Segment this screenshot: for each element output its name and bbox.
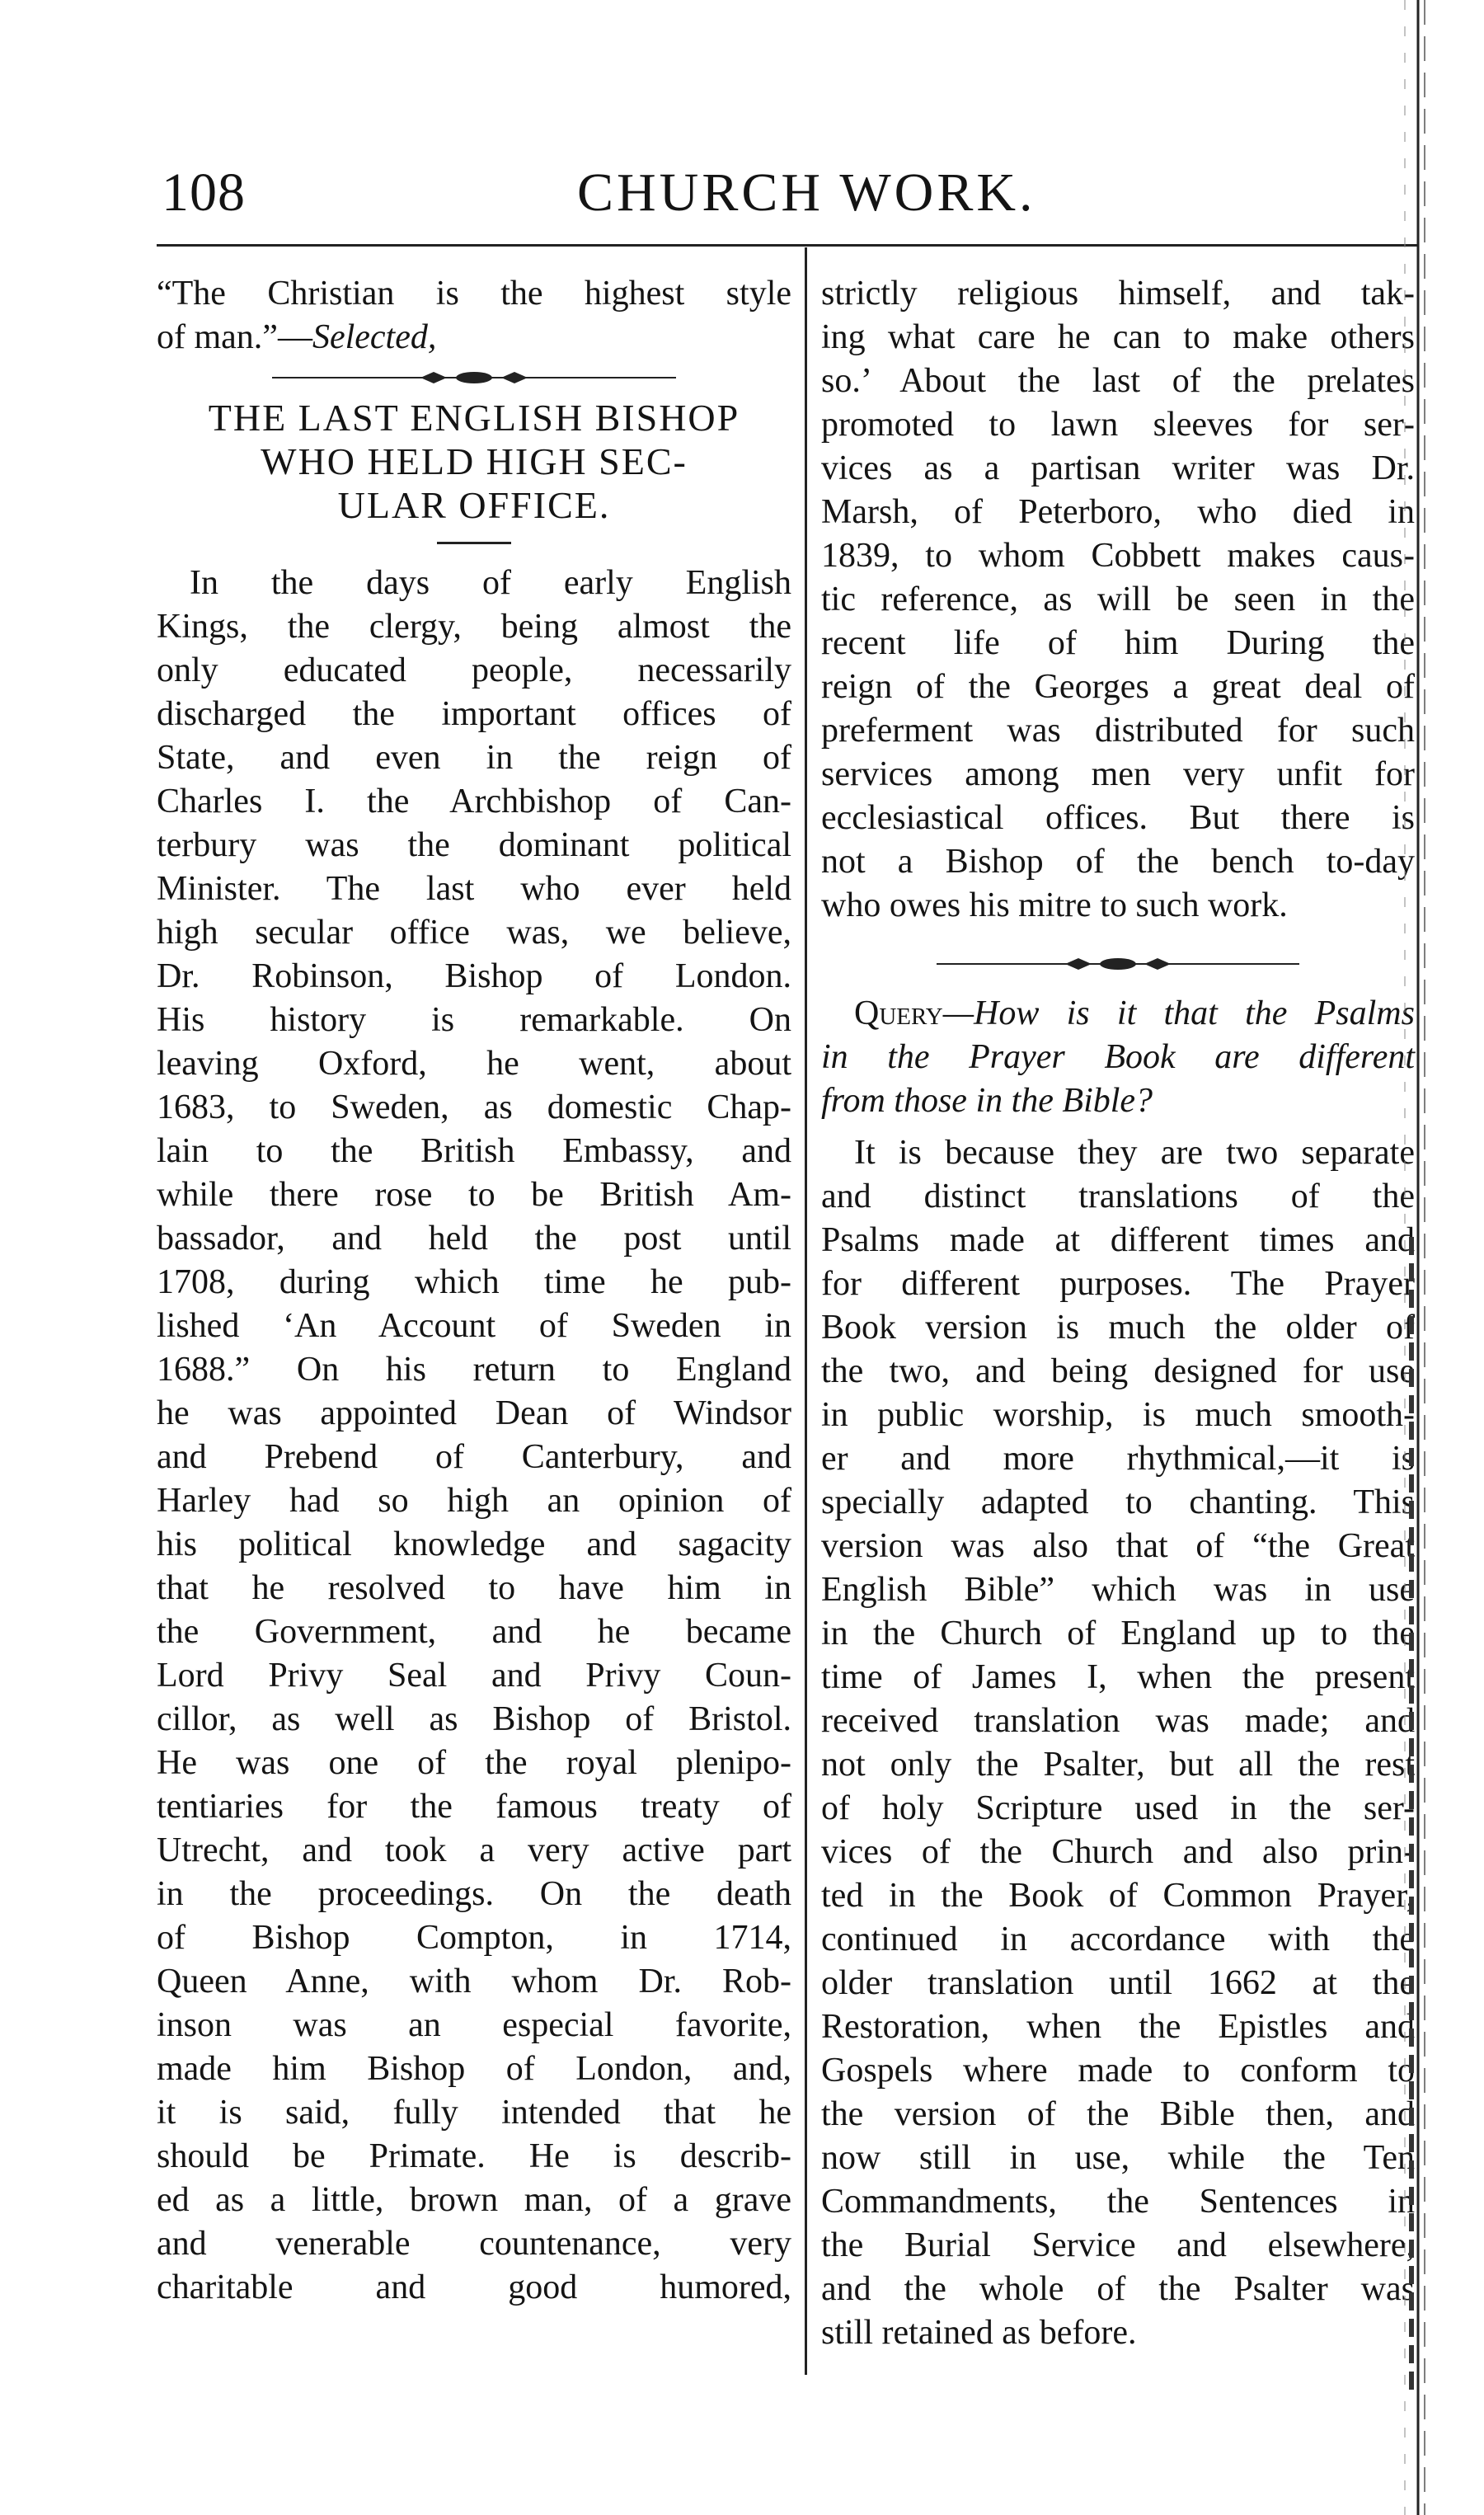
header-rule: [157, 244, 1418, 247]
body-line: high secular office was, we believe,: [157, 914, 791, 952]
body-line: bassador, and held the post until: [157, 1220, 791, 1258]
left-column: [157, 272, 791, 2310]
body-line: Dr. Robinson, Bishop of London.: [157, 957, 791, 995]
answer-line: time of James I, when the present: [821, 1658, 1415, 1696]
body-line: ecclesiastical offices. But there is: [821, 799, 1415, 837]
body-line: lain to the British Embassy, and: [157, 1132, 791, 1170]
body-line: Marsh, of Peterboro, who died in: [821, 493, 1415, 531]
binding-edge: [1402, 0, 1484, 2515]
answer-line: Commandments, the Sentences in: [821, 2183, 1415, 2221]
page-header: [0, 162, 1484, 236]
body-line: and Prebend of Canterbury, and: [157, 1438, 791, 1476]
right-column: [821, 272, 1415, 2355]
body-line: charitable and good humored,: [157, 2268, 791, 2306]
body-line: Lord Privy Seal and Privy Coun-: [157, 1657, 791, 1695]
body-line: who owes his mitre to such work.: [821, 886, 1288, 924]
answer-line: and distinct translations of the: [821, 1178, 1415, 1215]
answer-line: in public worship, is much smooth-: [821, 1396, 1415, 1434]
answer-line: er and more rhythmical,—it is: [821, 1440, 1415, 1478]
answer-line: Gospels where made to conform to: [821, 2052, 1415, 2090]
query-question: from those in the Bible?: [821, 1082, 1153, 1120]
answer-line: English Bible” which was in use: [821, 1571, 1415, 1609]
body-line: in the proceedings. On the death: [157, 1875, 791, 1913]
answer-line: Book version is much the older of: [821, 1309, 1415, 1347]
ornament-rule-icon: [157, 360, 791, 396]
quote-line: “The Christian is the highest style: [157, 275, 791, 313]
body-line: cillor, as well as Bishop of Bristol.: [157, 1700, 791, 1738]
answer-line: the two, and being designed for use: [821, 1352, 1415, 1390]
answer-line: specially adapted to chanting. This: [821, 1483, 1415, 1521]
running-title: CHURCH WORK.: [577, 162, 1036, 223]
query-line: [821, 1079, 1415, 1123]
body-line: lished ‘An Account of Sweden in: [157, 1307, 791, 1345]
body-line: that he resolved to have him in: [157, 1569, 791, 1607]
body-line: of Bishop Compton, in 1714,: [157, 1919, 791, 1957]
body-line: should be Primate. He is describ-: [157, 2137, 791, 2175]
answer-line: now still in use, while the Ten: [821, 2139, 1415, 2177]
quote-source: Selected,: [312, 318, 437, 356]
answer-line: Psalms made at different times and: [821, 1221, 1415, 1259]
body-line: and venerable countenance, very: [157, 2225, 791, 2263]
body-line: In the days of early English: [190, 564, 791, 602]
answer-line: received translation was made; and: [821, 1702, 1415, 1740]
answer-line: the version of the Bible then, and: [821, 2095, 1415, 2133]
body-line: His history is remarkable. On: [157, 1001, 791, 1039]
body-line: preferment was distributed for such: [821, 712, 1415, 750]
answer-line: Restoration, when the Epistles and: [821, 2008, 1415, 2046]
body-line: promoted to lawn sleeves for ser-: [821, 406, 1415, 444]
body-line: 1839, to whom Cobbett makes caus-: [821, 537, 1415, 575]
body-line: terbury was the dominant political: [157, 826, 791, 864]
ornament-rule-icon: [821, 946, 1415, 982]
column-divider: [805, 247, 807, 2375]
answer-line: It is because they are two separate: [854, 1134, 1415, 1172]
body-line: not a Bishop of the bench to-day: [821, 843, 1415, 881]
body-line: recent life of him During the: [821, 624, 1415, 662]
body-line: 1708, during which time he pub-: [157, 1263, 791, 1301]
quote-line: [157, 316, 791, 360]
body-line: Minister. The last who ever held: [157, 870, 791, 908]
answer-line: and the whole of the Psalter was: [821, 2270, 1415, 2308]
body-line: He was one of the royal plenipo-: [157, 1744, 791, 1782]
body-line: made him Bishop of London, and,: [157, 2050, 791, 2088]
answer-line: the Burial Service and elsewhere,: [821, 2226, 1415, 2264]
answer-line: not only the Psalter, but all the rest: [821, 1746, 1415, 1784]
answer-line: for different purposes. The Prayer: [821, 1265, 1415, 1303]
article-title: THE LAST ENGLISH BISHOP: [208, 397, 740, 439]
body-line: ing what care he can to make others: [821, 318, 1415, 356]
body-line: leaving Oxford, he went, about: [157, 1045, 791, 1083]
answer-line: older translation until 1662 at the: [821, 1964, 1415, 2002]
query-line: [821, 1036, 1415, 1079]
body-line: inson was an especial favorite,: [157, 2006, 791, 2044]
ornamental-divider: [821, 946, 1415, 982]
body-line: while there rose to be British Am-: [157, 1176, 791, 1214]
answer-line: version was also that of “the Great: [821, 1527, 1415, 1565]
answer-line: vices of the Church and also prin-: [821, 1833, 1415, 1871]
body-line: Charles I. the Archbishop of Can-: [157, 783, 791, 820]
query-question: —How is it that the Psalms: [942, 994, 1415, 1032]
page-number: 108: [162, 162, 246, 223]
body-line: so.’ About the last of the prelates: [821, 362, 1415, 400]
body-line: strictly religious himself, and tak-: [821, 275, 1415, 313]
body-line: Kings, the clergy, being almost the: [157, 608, 791, 646]
article-title: ULAR OFFICE.: [337, 484, 611, 526]
body-line: reign of the Georges a great deal of: [821, 668, 1415, 706]
body-line: Utrecht, and took a very active part: [157, 1831, 791, 1869]
article-title: WHO HELD HIGH SEC-: [261, 440, 688, 482]
query-line: [821, 992, 1415, 1036]
body-line: the Government, and he became: [157, 1613, 791, 1651]
body-line: ed as a little, brown man, of a grave: [157, 2181, 791, 2219]
body-line: Harley had so high an opinion of: [157, 1482, 791, 1520]
answer-line: of holy Scripture used in the ser-: [821, 1789, 1415, 1827]
answer-line: ted in the Book of Common Prayer,: [821, 1877, 1415, 1915]
body-line: 1688.” On his return to England: [157, 1351, 791, 1389]
answer-line: in the Church of England up to the: [821, 1615, 1415, 1652]
answer-line: still retained as before.: [821, 2314, 1137, 2352]
quote-text: of man.”—: [157, 318, 312, 356]
query-label: Query: [854, 994, 943, 1032]
title-rule: [157, 527, 791, 562]
query-question: in the Prayer Book are different: [821, 1038, 1415, 1076]
body-line: tic reference, as will be seen in the: [821, 581, 1415, 618]
body-line: discharged the important offices of: [157, 695, 791, 733]
body-line: tentiaries for the famous treaty of: [157, 1788, 791, 1826]
body-line: his political knowledge and sagacity: [157, 1525, 791, 1563]
body-line: only educated people, necessarily: [157, 651, 791, 689]
ornamental-divider: [157, 360, 791, 396]
body-line: it is said, fully intended that he: [157, 2094, 791, 2132]
body-line: vices as a partisan writer was Dr.: [821, 449, 1415, 487]
body-line: services among men very unfit for: [821, 755, 1415, 793]
body-line: State, and even in the reign of: [157, 739, 791, 777]
body-line: he was appointed Dean of Windsor: [157, 1394, 791, 1432]
body-line: 1683, to Sweden, as domestic Chap-: [157, 1088, 791, 1126]
answer-line: continued in accordance with the: [821, 1920, 1415, 1958]
body-line: Queen Anne, with whom Dr. Rob-: [157, 1963, 791, 2000]
